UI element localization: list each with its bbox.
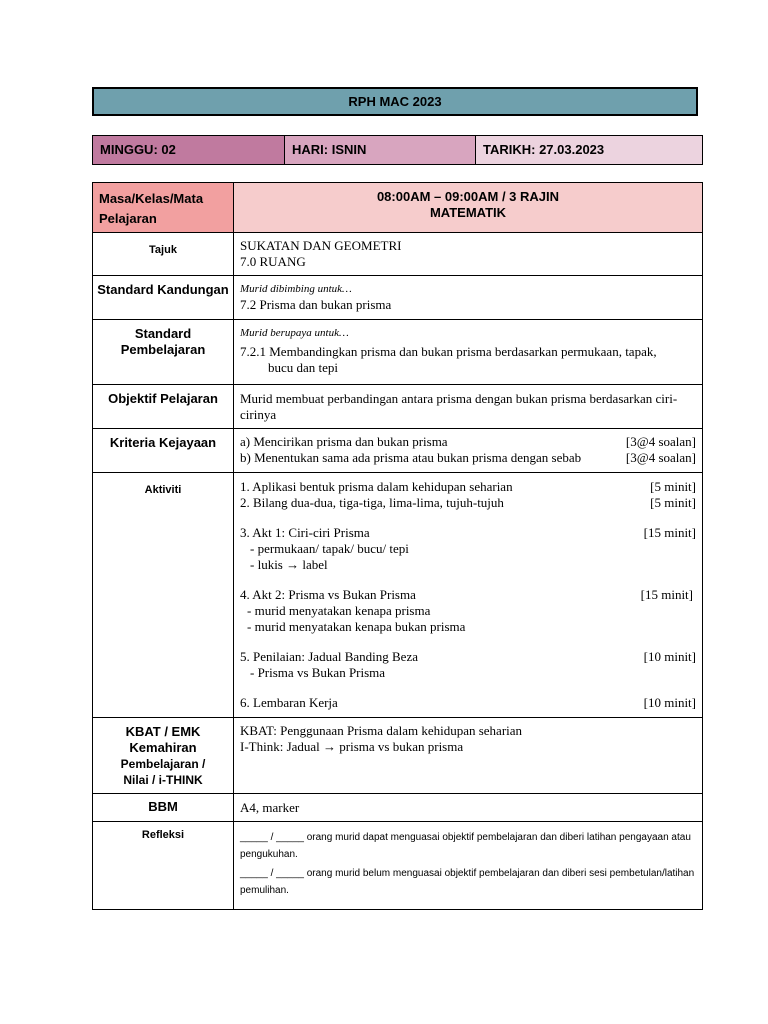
- activity-2-time: [5 minit]: [650, 495, 696, 510]
- table-row: [93, 429, 703, 473]
- ithink-text: I-Think: Jadual → prisma vs bukan prisma: [240, 739, 464, 754]
- week-cell: MINGGU: 02: [93, 136, 285, 164]
- kk-b-note: [3@4 soalan]: [625, 450, 696, 465]
- kk-a: a) Mencirikan prisma dan bukan prisma: [240, 434, 448, 449]
- tajuk-line-2: 7.0 RUANG: [240, 254, 306, 269]
- lesson-plan-table: [92, 182, 703, 910]
- obj-text: Murid membuat perbandingan antara prisma dengan bukan prisma berdasarkan ciri-cirinya: [240, 391, 678, 422]
- head-time: 08:00AM – 09:00AM / 3 RAJIN: [376, 189, 560, 204]
- bbm-label: BBM: [148, 799, 178, 814]
- kbat-text: KBAT: Penggunaan Prisma dalam kehidupan seharian: [240, 723, 523, 738]
- table-row: [93, 718, 703, 794]
- activity-5-sub-1: - Prisma vs Bukan Prisma: [250, 665, 386, 680]
- table-row: [93, 183, 703, 233]
- kbat-label-1: KBAT / EMK: [125, 724, 201, 739]
- kbat-label-2: Kemahiran: [129, 740, 197, 755]
- obj-label: Objektif Pelajaran: [108, 391, 218, 406]
- activity-3: 3. Akt 1: Ciri-ciri Prisma: [240, 525, 370, 540]
- refleksi-text-1: _____ / _____ orang murid dapat menguasai objektif pembelajaran dan diberi latihan pengayaan atau pengukuhan.: [240, 832, 691, 860]
- activity-6-time: [10 minit]: [643, 695, 696, 710]
- sk-text: 7.2 Prisma dan bukan prisma: [240, 297, 392, 312]
- sk-intro: Murid dibimbing untuk…: [240, 283, 352, 295]
- activity-4: 4. Akt 2: Prisma vs Bukan Prisma: [240, 587, 416, 602]
- refleksi-text-2: _____ / _____ orang murid belum menguasai objektif pembelajaran dan diberi sesi pembetulan/latihan pemulihan.: [240, 868, 695, 896]
- aktiviti-label: Aktiviti: [144, 484, 182, 496]
- head-label: Masa/Kelas/Mata Pelajaran: [93, 183, 234, 233]
- refleksi-label: Refleksi: [141, 829, 185, 841]
- activity-6: 6. Lembaran Kerja: [240, 695, 338, 710]
- tajuk-label: Tajuk: [149, 244, 177, 256]
- kk-label: Kriteria Kejayaan: [109, 435, 217, 450]
- kbat-label-4: Nilai / i-THINK: [123, 773, 203, 787]
- activity-5: 5. Penilaian: Jadual Banding Beza: [240, 649, 418, 664]
- sp-label: Standard Pembelajaran: [120, 326, 206, 357]
- activity-3-sub-2: - lukis → label: [250, 557, 328, 572]
- table-row: [93, 276, 703, 320]
- activity-4-sub-2: - murid menyatakan kenapa bukan prisma: [247, 619, 466, 634]
- tajuk-line-1: SUKATAN DAN GEOMETRI: [240, 238, 402, 253]
- sk-label: Standard Kandungan: [97, 282, 229, 297]
- info-row: [92, 135, 703, 165]
- sp-intro: Murid berupaya untuk…: [240, 327, 349, 339]
- activity-1: 1. Aplikasi bentuk prisma dalam kehidupan seharian: [240, 479, 513, 494]
- activity-1-time: [5 minit]: [650, 479, 696, 494]
- kk-b: b) Menentukan sama ada prisma atau bukan prisma dengan sebab: [240, 450, 582, 465]
- activity-2: 2. Bilang dua-dua, tiga-tiga, lima-lima, tujuh-tujuh: [240, 495, 504, 510]
- table-row: [93, 385, 703, 429]
- table-row: [93, 473, 703, 718]
- table-row: [93, 822, 703, 910]
- table-row: [93, 794, 703, 822]
- kbat-label-3: Pembelajaran /: [120, 757, 206, 771]
- activity-3-time: [15 minit]: [643, 525, 696, 540]
- page-title: RPH MAC 2023: [92, 87, 698, 116]
- kk-a-note: [3@4 soalan]: [625, 434, 696, 449]
- day-cell: HARI: ISNIN: [285, 136, 476, 164]
- head-value: [234, 183, 703, 233]
- head-subject: MATEMATIK: [429, 205, 507, 220]
- activity-4-sub-1: - murid menyatakan kenapa prisma: [247, 603, 431, 618]
- table-row: [93, 320, 703, 385]
- activity-5-time: [10 minit]: [643, 649, 696, 664]
- activity-3-sub-1: - permukaan/ tapak/ bucu/ tepi: [250, 541, 409, 556]
- date-cell: TARIKH: 27.03.2023: [476, 136, 702, 164]
- activity-4-time: [15 minit]: [640, 587, 693, 602]
- sp-text-1: 7.2.1 Membandingkan prisma dan bukan prisma berdasarkan permukaan, tapak,: [240, 344, 657, 359]
- table-row: [93, 233, 703, 276]
- sp-text-2: bucu dan tepi: [268, 360, 339, 375]
- bbm-text: A4, marker: [240, 800, 300, 815]
